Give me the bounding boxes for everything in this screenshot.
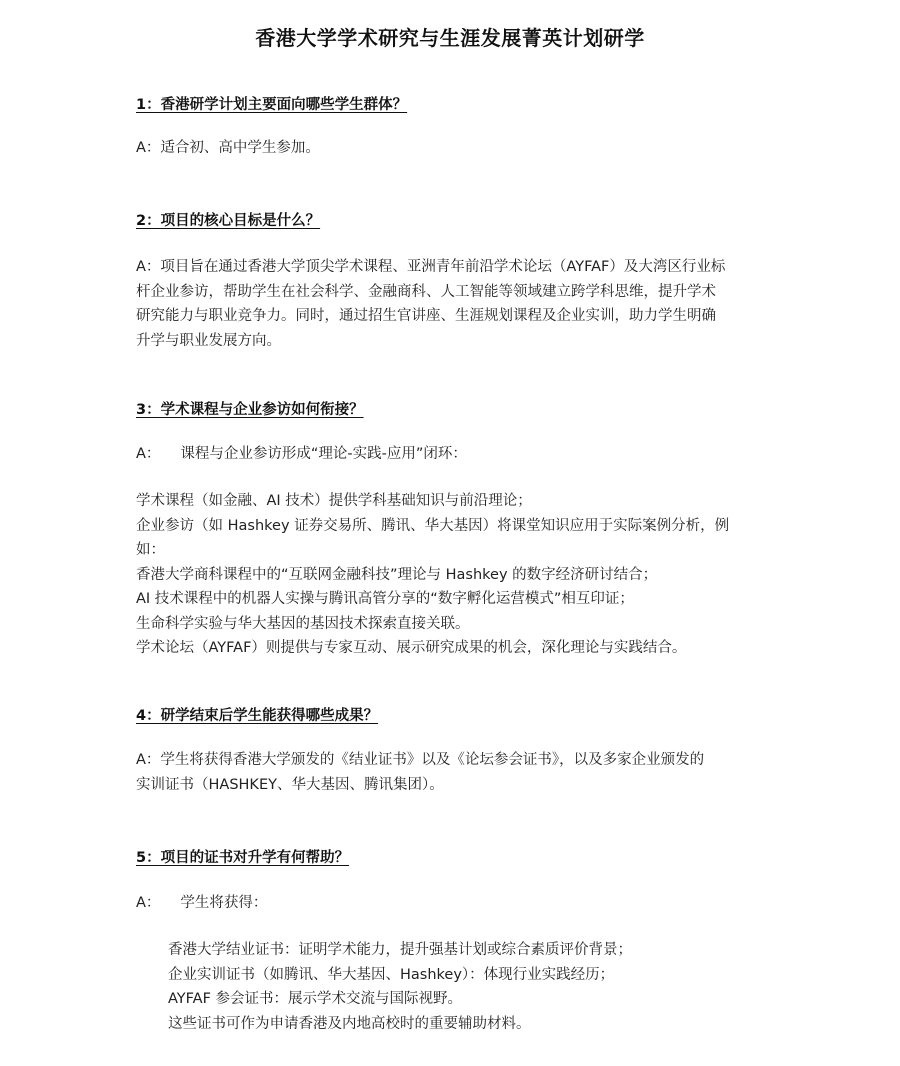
answer-3-line-2: 企业参访（如 Hashkey 证券交易所、腾讯、华大基因）将课堂知识应用于实际案例分析，例 — [136, 517, 730, 534]
answer-2 — [136, 255, 768, 353]
answer-5-intro-text: 学生将获得： — [180, 895, 268, 911]
answer-4-line-1: A：学生将获得香港大学颁发的《结业证书》以及《论坛参会证书》，以及多家企业颁发的 — [136, 752, 705, 768]
question-5: 5：项目的证书对升学有何帮助？ — [136, 850, 350, 866]
answer-3-intro — [136, 442, 768, 467]
answer-3-line-3: 如： — [136, 542, 165, 558]
answer-3-line-4: 香港大学商科课程中的“互联网金融科技”理论与 Hashkey 的数字经济研讨结合； — [136, 566, 658, 583]
answer-5-prefix: A： — [136, 895, 161, 911]
question-2: 2：项目的核心目标是什么？ — [136, 213, 321, 229]
answer-2-line-2: 杆企业参访，帮助学生在社会科学、金融商科、人工智能等领域建立跨学科思维，提升学术 — [136, 283, 716, 300]
question-3: 3：学术课程与企业参访如何衔接？ — [136, 402, 364, 418]
answer-5-line-1: 香港大学结业证书：证明学术能力，提升强基计划或综合素质评价背景； — [168, 942, 632, 958]
answer-5-line-4: 这些证书可作为申请香港及内地高校时的重要辅助材料。 — [168, 1015, 531, 1032]
answer-3-body — [136, 489, 768, 661]
page-title: 香港大学学术研究与生涯发展菁英计划研学 — [255, 26, 645, 50]
answer-3-line-5: AI 技术课程中的机器人实操与腾讯高管分享的“数字孵化运营模式”相互印证； — [136, 591, 634, 607]
answer-2-line-1: A：项目旨在通过香港大学顶尖学术课程、亚洲青年前沿学术论坛（AYFAF）及大湾区行业标 — [136, 259, 726, 275]
question-4: 4：研学结束后学生能获得哪些成果？ — [136, 708, 379, 724]
answer-5-line-2: 企业实训证书（如腾讯、华大基因、Hashkey）：体现行业实践经历； — [168, 966, 615, 983]
answer-3-line-7: 学术论坛（AYFAF）则提供与专家互动、展示研究成果的机会，深化理论与实践结合。 — [136, 640, 687, 656]
answer-3-line-6: 生命科学实验与华大基因的基因技术探索直接关联。 — [136, 615, 470, 632]
answer-3-prefix: A： — [136, 446, 161, 462]
answer-5-intro — [136, 891, 768, 916]
answer-2-line-3: 研究能力与职业竞争力。同时，通过招生官讲座、生涯规划课程及企业实训，助力学生明确 — [136, 308, 716, 324]
answer-4 — [136, 748, 768, 797]
answer-1-line: A：适合初、高中学生参加。 — [136, 140, 320, 156]
answer-2-line-4: 升学与职业发展方向。 — [136, 332, 281, 349]
question-1: 1：香港研学计划主要面向哪些学生群体？ — [136, 97, 408, 113]
answer-3-intro-text: 课程与企业参访形成“理论-实践-应用”闭环： — [180, 446, 467, 462]
answer-3-line-1: 学术课程（如金融、AI 技术）提供学科基础知识与前沿理论； — [136, 493, 532, 509]
answer-5-body — [168, 938, 768, 1036]
answer-4-line-2: 实训证书（HASHKEY、华大基因、腾讯集团）。 — [136, 776, 444, 793]
answer-1 — [136, 136, 768, 161]
answer-5-line-3: AYFAF 参会证书：展示学术交流与国际视野。 — [168, 991, 463, 1007]
